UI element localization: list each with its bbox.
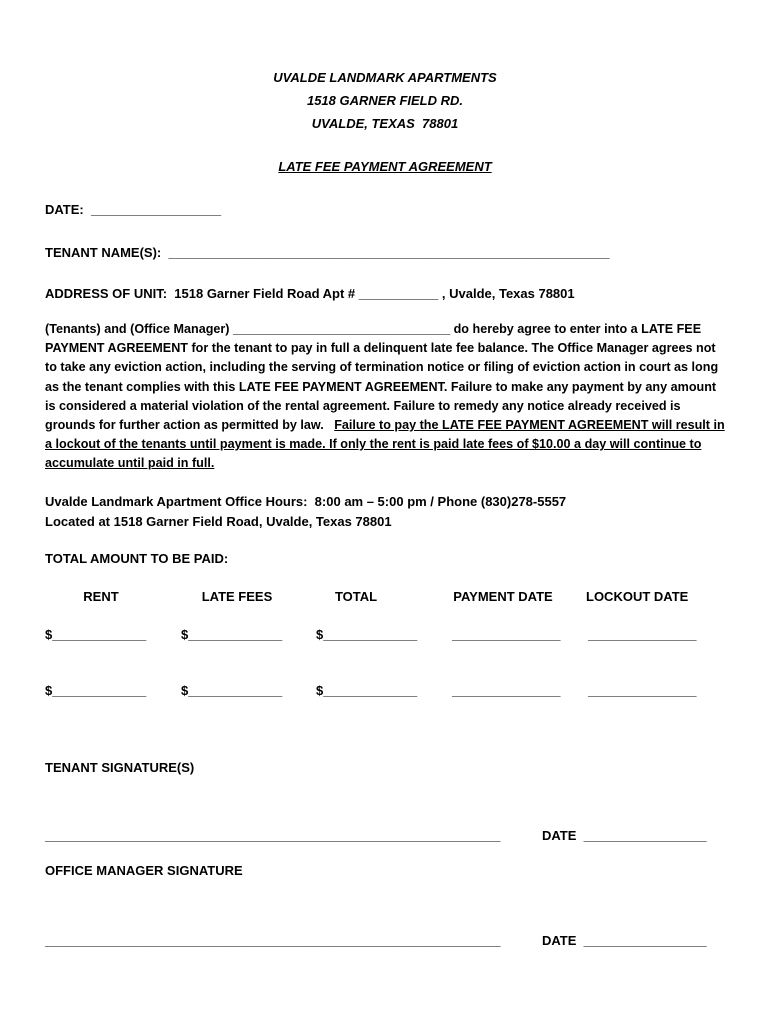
office-location: Located at 1518 Garner Field Road, Uvalde, Texas 78801	[45, 514, 392, 529]
late-fees-field[interactable]: $_____________	[181, 627, 283, 642]
manager-signature-line[interactable]: _______________________________________________________________	[45, 933, 501, 948]
column-header-lockout-date: LOCKOUT DATE	[586, 589, 689, 604]
agreement-paragraph	[45, 320, 725, 474]
tenant-names-field[interactable]: TENANT NAME(S): _____________________________________________________________	[45, 245, 610, 260]
total-field[interactable]: $_____________	[316, 683, 418, 698]
late-fees-field[interactable]: $_____________	[181, 683, 283, 698]
address-field[interactable]: ADDRESS OF UNIT: 1518 Garner Field Road Apt # ___________ , Uvalde, Texas 78801	[45, 286, 575, 301]
agreement-text: (Tenants) and (Office Manager) _______________________________ do hereby agree to enter into a LATE FEE PAYMENT AGREEMENT for the tenant to pay in full a delinquent late fee balance. The Office Manager agrees not to take any eviction action, including the serving of termination notice or filing of eviction action in court as long as the tenant complies with this LATE FEE PAYMENT AGREEMENT. Failure to make any payment by any amount is considered a material violation of the rental agreement. Failure to remedy any notice already received is grounds for further action as permitted by law.	[45, 322, 719, 433]
company-city: UVALDE, TEXAS 78801	[311, 116, 459, 131]
lockout-date-field[interactable]: _______________	[588, 627, 697, 642]
office-hours: Uvalde Landmark Apartment Office Hours: 8:00 am – 5:00 pm / Phone (830)278-5557	[45, 494, 567, 509]
lockout-date-field[interactable]: _______________	[588, 683, 697, 698]
company-street: 1518 GARNER FIELD RD.	[306, 93, 464, 108]
agreement-underlined-text: Failure to pay the LATE FEE PAYMENT AGREEMENT will result in a lockout of the tenants until payment is made. If only the rent is paid late fees of $10.00 a day will continue to accumulate until paid in full.	[45, 418, 725, 471]
tenant-signature-label: TENANT SIGNATURE(S)	[45, 760, 195, 775]
column-header-payment-date: PAYMENT DATE	[453, 589, 553, 604]
total-field[interactable]: $_____________	[316, 627, 418, 642]
total-amount-label: TOTAL AMOUNT TO BE PAID:	[45, 551, 229, 566]
date-field[interactable]: DATE: __________________	[45, 202, 222, 217]
manager-signature-label: OFFICE MANAGER SIGNATURE	[45, 863, 243, 878]
tenant-date-field[interactable]: DATE _________________	[542, 828, 707, 843]
company-name: UVALDE LANDMARK APARTMENTS	[273, 70, 497, 85]
rent-field[interactable]: $_____________	[45, 627, 147, 642]
column-header-rent: RENT	[83, 589, 119, 604]
rent-field[interactable]: $_____________	[45, 683, 147, 698]
tenant-signature-line[interactable]: _______________________________________________________________	[45, 828, 501, 843]
payment-date-field[interactable]: _______________	[452, 683, 561, 698]
column-header-late-fees: LATE FEES	[201, 589, 273, 604]
payment-date-field[interactable]: _______________	[452, 627, 561, 642]
manager-date-field[interactable]: DATE _________________	[542, 933, 707, 948]
document-title: LATE FEE PAYMENT AGREEMENT	[278, 159, 492, 174]
column-header-total: TOTAL	[334, 589, 378, 604]
